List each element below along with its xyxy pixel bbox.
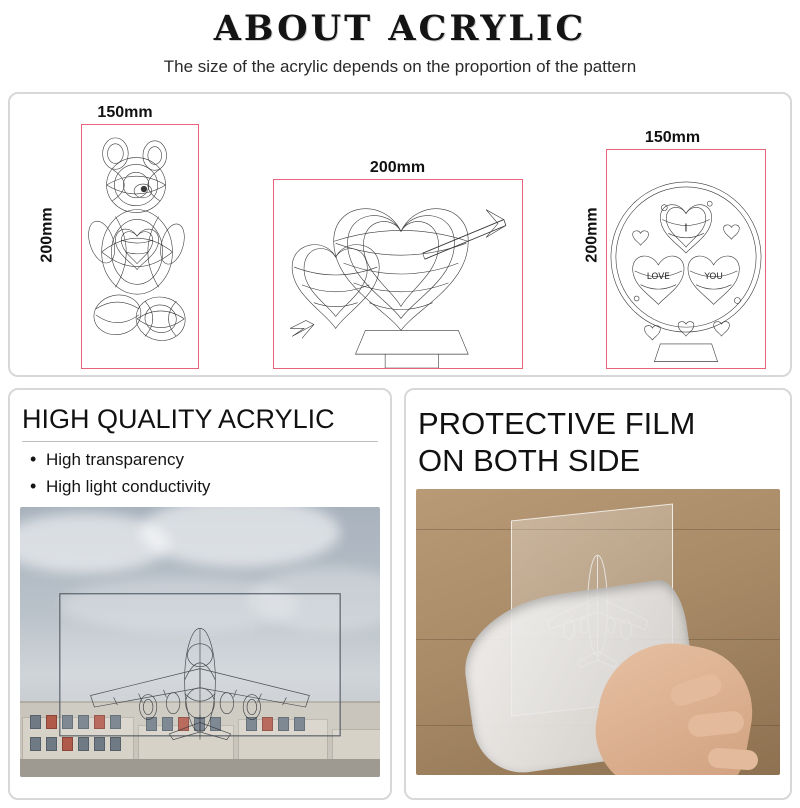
dimension-box (606, 149, 766, 369)
film-title-line-1: PROTECTIVE FILM (418, 406, 696, 441)
dimension-width-label: 150mm (97, 104, 153, 121)
size-item-love-circle (565, 100, 780, 369)
dimension-box (81, 124, 199, 369)
dimension-box (273, 179, 523, 369)
acrylic-plane-panel (56, 588, 344, 755)
quality-panel-title: HIGH QUALITY ACRYLIC (22, 404, 335, 434)
list-item: • High light conductivity (46, 477, 380, 497)
size-item-hearts-arrow (253, 100, 543, 369)
divider (22, 441, 378, 442)
finger (708, 748, 759, 771)
dimension-width-label: 150mm (644, 129, 701, 146)
dimension-width-label: 200mm (369, 159, 426, 176)
film-title-line-2: ON BOTH SIDE (418, 442, 641, 478)
protective-film-panel (404, 388, 792, 800)
ground-strip (20, 759, 380, 777)
acrylic-sky-photo (20, 507, 380, 777)
page-subtitle: The size of the acrylic depends on the proportion of the pattern (163, 57, 637, 76)
film-peel-photo (416, 489, 780, 775)
list-item: • High transparency (46, 450, 380, 470)
engraved-text-love: LOVE (646, 271, 670, 282)
page-title: ABOUT ACRYLIC (213, 8, 587, 49)
engraved-text-you: YOU (703, 271, 723, 282)
film-panel-title (418, 406, 780, 479)
dimension-height-label: 200mm (583, 206, 601, 263)
size-item-bear (20, 100, 230, 369)
bear-wireframe-illustration (82, 125, 198, 368)
hearts-arrow-wireframe-illustration (274, 180, 522, 368)
high-quality-acrylic-panel (8, 388, 392, 800)
quality-bullet-list (20, 450, 380, 497)
dimension-height-label: 200mm (38, 206, 56, 263)
love-circle-wireframe-illustration (607, 150, 765, 368)
acrylic-size-panel (8, 92, 792, 377)
engraved-text-i: I (683, 221, 688, 235)
